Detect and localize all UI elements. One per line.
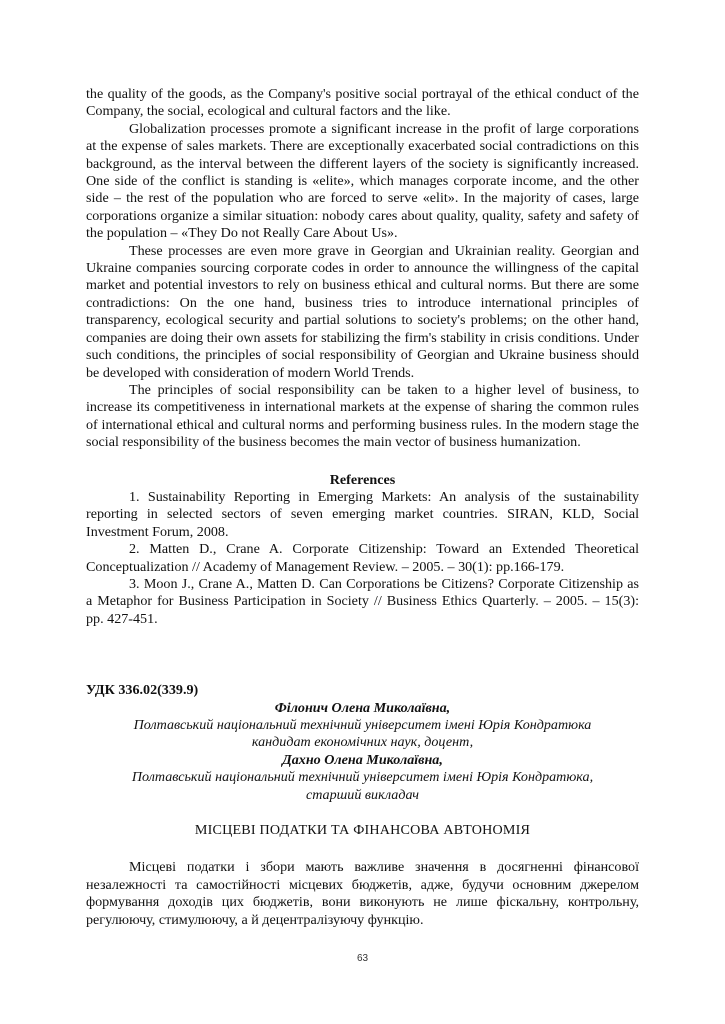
author-affiliation: Полтавський національний технічний університет імені Юрія Кондратюка [133,717,592,733]
body-paragraph: the quality of the goods, as the Company's positive social portrayal of the ethical conduct of the Company, the social, ecological and cultural factors and the like. [86,86,639,120]
article-title: МІСЦЕВІ ПОДАТКИ ТА ФІНАНСОВА АВТОНОМІЯ [194,822,531,839]
author-name: Дахно Олена Миколаївна, [282,751,443,768]
page-number: 63 [356,953,369,964]
references-heading: References [329,471,396,488]
author-position: кандидат економічних наук, доцент, [251,734,474,751]
udc-code: УДК 336.02(339.9) [86,682,199,699]
article-body-paragraph: Місцеві податки і збори мають важливе значення в досягненні фінансової незалежності та самостійності місцевих бюджетів, адже, будучи основним джерелом формування доходів цих бюджетів, вони виконують не лише фіскальну, контрольну, регулюючу, стимулюючу, а й децентралізуючу функцію. [86,859,639,928]
reference-item: 3. Moon J., Crane A., Matten D. Can Corporations be Citizens? Corporate Citizenship as a Metaphor for Business Participation in Society // Business Ethics Quarterly. – 2005. – 15(3): pp. 427-451. [86,575,639,627]
reference-item: 2. Matten D., Crane A. Corporate Citizenship: Toward an Extended Theoretical Conceptualization // Academy of Management Review. – 2005. – 30(1): pp.166-179. [86,541,639,575]
document-page [86,86,639,929]
body-paragraph: These processes are even more grave in Georgian and Ukrainian reality. Georgian and Ukraine companies sourcing corporate codes in order to announce the willingness of the capital market and potential investors to rely on business ethical and cultural norms. But there are some contradictions: On the one hand, business tries to introduce international principles of transparency, ecological security and partial solutions to society's problems; on the other hand, companies are doing their own assets for stabilizing the firm's stability in crisis conditions. Under such conditions, the principles of social responsibility of Georgian and Ukraine business should be developed with consideration of modern World Trends. [86,242,639,381]
author-affiliation: Полтавський національний технічний університет імені Юрія Кондратюка, [131,769,594,786]
body-paragraph: The principles of social responsibility can be taken to a higher level of business, to increase its competitiveness in international markets at the expense of sharing the common rules of international ethical and cultural norms and performing business rules. In the modern stage the social responsibility of the business becomes the main vector of business humanization. [86,381,639,451]
references-section [86,472,639,629]
next-article [86,682,639,929]
author-position: старший викладач [305,786,420,803]
author-name: Філонич Олена Миколаївна, [274,699,451,716]
reference-item: 1. Sustainability Reporting in Emerging Markets: An analysis of the sustainability reporting in selected sectors of seven emerging market countries. SIRAN, KLD, Social Investment Forum, 2008. [86,488,639,540]
body-paragraph: Globalization processes promote a significant increase in the profit of large corporations at the expense of sales markets. There are exceptionally exacerbated social contradictions on this background, as the interval between the different layers of the society is significantly increased. One side of the conflict is standing is «elite», which manages corporate income, and the other side – the rest of the population who are forced to serve «elit». In the majority of cases, large corporations organize a similar situation: nobody cares about quality, quality, safety and safety of the population – «They Do not Really Care About Us». [86,120,639,242]
